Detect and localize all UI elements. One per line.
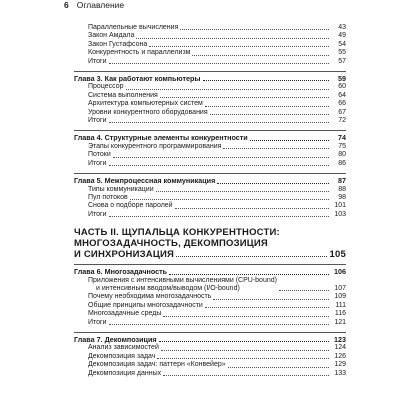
part-heading[interactable] [74, 227, 346, 260]
toc-entry[interactable]: Общие принципы многозадачности 111 [88, 301, 346, 309]
chapter-heading[interactable]: Глава 7. Декомпозиция 123 [74, 334, 346, 344]
toc-entry[interactable]: Архитектура компьютерных систем 66 [88, 100, 346, 108]
toc-entry[interactable]: Типы коммуникации 88 [88, 185, 346, 193]
toc-group-top [74, 24, 346, 66]
part-title-line-2: МНОГОЗАДАЧНОСТЬ, ДЕКОМПОЗИЦИЯ [74, 238, 268, 250]
part-title-line-3-row: И СИНХРОНИЗАЦИЯ 105 [74, 249, 346, 261]
toc-entry[interactable]: Анализ зависимостей 124 [88, 344, 346, 352]
chapter-heading[interactable]: Глава 6. Многозадачность 106 [74, 267, 346, 277]
toc-entry[interactable]: Пул потоков 98 [88, 193, 346, 201]
toc-entry[interactable]: Многозадачные среды 116 [88, 310, 346, 318]
toc-entry[interactable]: Закон Густафсона 54 [88, 40, 346, 48]
table-of-contents [74, 24, 346, 378]
section-divider [74, 130, 346, 131]
toc-chapter-3 [74, 75, 346, 125]
toc-entry[interactable]: Итоги 103 [88, 210, 346, 218]
toc-entry[interactable]: Итоги 86 [88, 159, 346, 167]
toc-entry[interactable]: Почему необходима многозадачность 109 [88, 293, 346, 301]
toc-chapter-5 [74, 177, 346, 219]
running-head [64, 0, 364, 12]
toc-entry[interactable]: Конкурентность и параллелизм 55 [88, 49, 346, 57]
chapter-heading[interactable]: Глава 3. Как работают компьютеры 59 [74, 74, 346, 84]
toc-entry[interactable]: Закон Амдала 49 [88, 32, 346, 40]
toc-entry[interactable]: Декомпозиция задач: паттерн «Конвейер» 129 [88, 361, 346, 369]
toc-entry[interactable]: Этапы конкурентного программирования 75 [88, 142, 346, 150]
chapter-heading[interactable]: Глава 5. Межпроцессная коммуникация 87 [74, 176, 346, 186]
running-title: Оглавление [76, 0, 125, 10]
part-title-line-1: ЧАСТЬ II. ЩУПАЛЬЦА КОНКУРЕНТНОСТИ: [74, 227, 280, 239]
toc-entry[interactable]: Декомпозиция задач 126 [88, 352, 346, 360]
toc-entry[interactable]: Итоги 57 [88, 57, 346, 65]
toc-entry[interactable]: Параллельные вычисления 43 [88, 24, 346, 31]
toc-chapter-4 [74, 134, 346, 168]
toc-entry[interactable]: Система выполнения 64 [88, 91, 346, 99]
toc-entry[interactable]: Декомпозиция данных 133 [88, 369, 346, 377]
toc-entry[interactable]: Снова о подборе паролей 101 [88, 202, 346, 210]
section-divider [74, 264, 346, 265]
section-divider [74, 332, 346, 333]
toc-entry[interactable]: Итоги 121 [88, 318, 346, 326]
toc-entry[interactable]: Процессор 60 [88, 83, 346, 91]
toc-chapter-7 [74, 336, 346, 378]
section-divider [74, 173, 346, 174]
toc-entry[interactable]: Приложения с интенсивными вычислениями (CPU-bound) и интенсивным вводом/выводом (I/O-bound) 107 [88, 276, 346, 292]
part-page: 105 [329, 249, 346, 261]
section-divider [74, 71, 346, 72]
toc-entry[interactable]: Итоги 72 [88, 117, 346, 125]
page-number: 6 [64, 0, 69, 10]
toc-entry[interactable]: Уровни конкурентного оборудования 67 [88, 108, 346, 116]
toc-chapter-6 [74, 268, 346, 327]
chapter-heading[interactable]: Глава 4. Структурные элементы конкурентности 74 [74, 133, 346, 143]
toc-entry[interactable]: Потоки 80 [88, 151, 346, 159]
